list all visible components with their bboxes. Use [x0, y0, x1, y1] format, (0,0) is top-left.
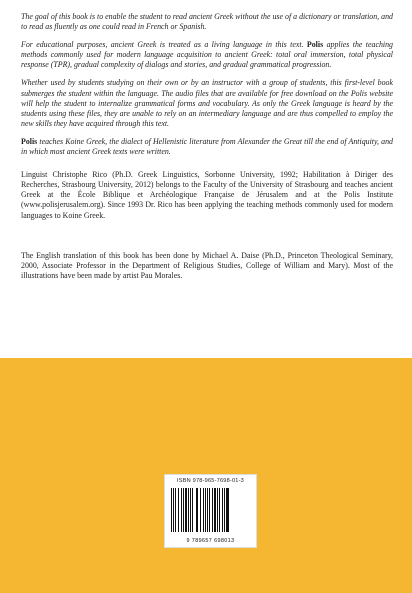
polis-brand-2: Polis — [21, 136, 38, 146]
audio-paragraph: Whether used by students studying on their own or by an instructor with a group of students, this first-level book submerges the student within the language. The audio files that are available for free download on the Polis website will help the student to internalize grammatical forms and vocabulary. As only the Greek language is heard by the students using these files, they are unable to rely on an intermediary language and are thus compelled to employ the new skills they have acquired through this text. — [21, 78, 393, 128]
method-paragraph — [21, 40, 393, 70]
isbn-barcode — [164, 474, 257, 548]
translation-credit-paragraph: The English translation of this book has been done by Michael A. Daise (Ph.D., Princeton Theological Seminary, 2000, Associate Professor in the Department of Religious Studies, College of William and Mary). Most of the illustrations have been made by artist Pau Morales. — [21, 250, 393, 280]
isbn-label: ISBN 978-965-7698-01-3 — [177, 478, 244, 484]
barcode-digits: 9 789657 698013 — [186, 538, 235, 544]
barcode-gap — [229, 488, 230, 532]
barcode-bars — [171, 488, 250, 534]
method-intro: For educational purposes, ancient Greek is treated as a living language in this text. — [21, 40, 304, 50]
polis-brand: Polis — [306, 40, 324, 50]
koine-paragraph — [21, 137, 393, 157]
goal-paragraph: The goal of this book is to enable the student to read ancient Greek without the use of a dictionary or translation, and to read as fluently as one could read in French or Spanish. — [21, 12, 393, 32]
author-bio-paragraph: Linguist Christophe Rico (Ph.D. Greek Linguistics, Sorbonne University, 1992; Habilitation à Diriger des Recherches, Strasbourg University, 2012) belongs to the Faculty of the University of Strasbourg and teaches ancient Greek at the École Biblique et Archéologique Française de Jérusalem and at the Polis Institute (www.polisjerusalem.org). Since 1993 Dr. Rico has been applying the teaching methods commonly used for modern languages to Koine Greek. — [21, 170, 393, 220]
back-cover-text — [21, 12, 393, 281]
method-rest: applies the teaching methods commonly used for modern language acquisition to ancient Greek: total oral immersion, total physical response (TPR), gradual complexity of dialogs and stories, and gradual grammatical progression. — [21, 40, 393, 70]
koine-rest: teaches Koine Greek, the dialect of Hellenistic literature from Alexander the Great till the end of Antiquity, and in which most ancient Greek texts were written. — [21, 136, 393, 157]
